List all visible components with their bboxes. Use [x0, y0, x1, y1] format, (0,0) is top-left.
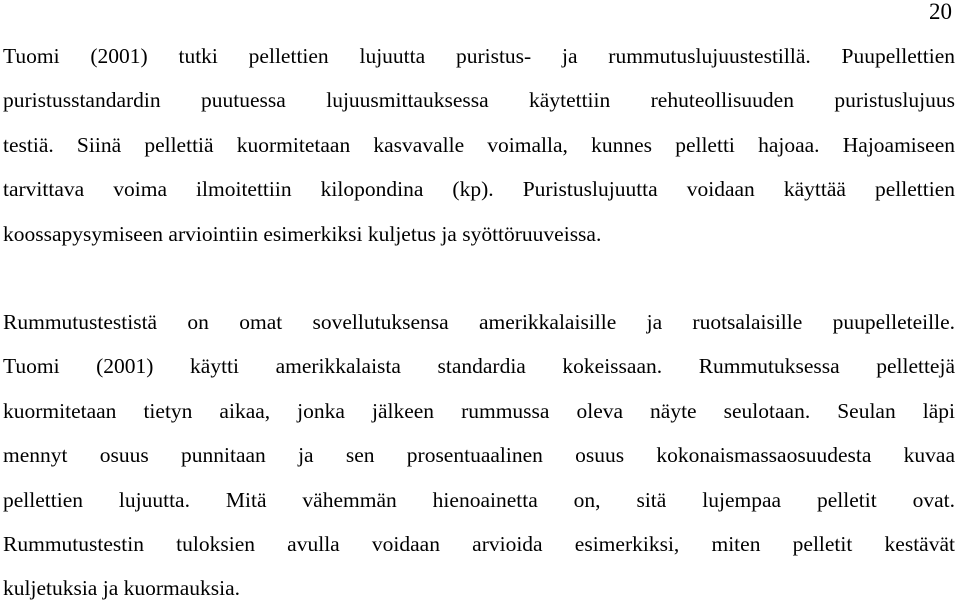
paragraph-rummutustesti [3, 300, 955, 611]
text-line: kuljetuksia ja kuormauksia. [3, 576, 241, 601]
text-line: tarvittava voima ilmoitettiin kilopondina (kp). Puristuslujuutta voidaan käyttää pellettien [3, 177, 955, 202]
text-line: puristusstandardin puutuessa lujuusmittauksessa käytettiin rehuteollisuuden puristuslujuus [3, 88, 955, 113]
text-line: mennyt osuus punnitaan ja sen prosentuaalinen osuus kokonaismassaosuudesta kuvaa [3, 443, 955, 468]
text-line: testiä. Siinä pellettiä kuormitetaan kasvavalle voimalla, kunnes pelletti hajoaa. Hajoamiseen [3, 132, 955, 157]
text-line: pellettien lujuutta. Mitä vähemmän hienoainetta on, sitä lujempaa pelletit ovat. [3, 487, 955, 512]
text-line: Tuomi (2001) käytti amerikkalaista standardia kokeissaan. Rummutuksessa pellettejä [3, 354, 955, 379]
page-number: 20 [929, 0, 952, 24]
text-line: Rummutustestin tuloksien avulla voidaan arvioida esimerkiksi, miten pelletit kestävät [3, 531, 955, 556]
text-line: Rummutustestistä on omat sovellutuksensa amerikkalaisille ja ruotsalaisille puupelleteille. [3, 310, 955, 334]
text-line: koossapysymiseen arviointiin esimerkiksi kuljetus ja syöttöruuveissa. [3, 221, 602, 246]
text-line: Tuomi (2001) tutki pellettien lujuutta puristus- ja rummutuslujuustestillä. Puupellettien [3, 44, 955, 68]
paragraph-puristuslujuus [3, 34, 955, 256]
text-line: kuormitetaan tietyn aikaa, jonka jälkeen rummussa oleva näyte seulotaan. Seulan läpi [3, 398, 955, 423]
